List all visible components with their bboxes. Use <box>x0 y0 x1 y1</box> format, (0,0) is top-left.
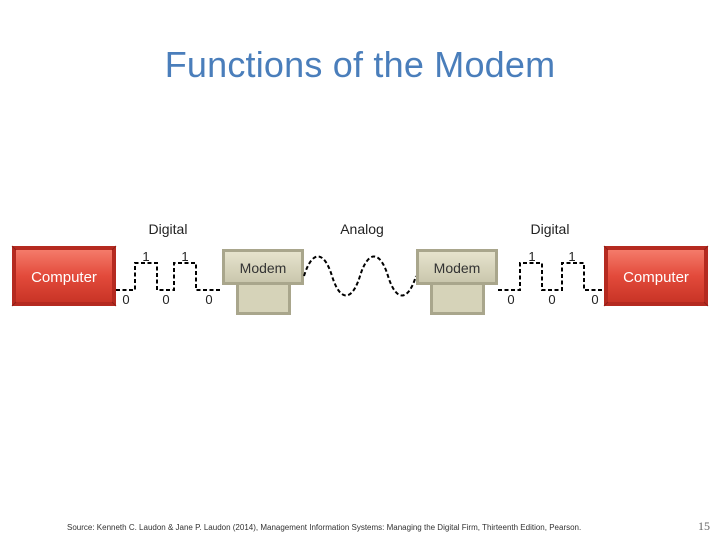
left-bit-high-2: 1 <box>181 249 189 264</box>
left-digital-wave <box>116 221 222 307</box>
slide-title: Functions of the Modem <box>164 44 556 85</box>
right-digital-wave <box>498 221 604 307</box>
left-modem-label: Modem <box>239 260 287 276</box>
right-digital-label: Digital <box>530 221 570 237</box>
left-bit-low-3: 0 <box>205 292 213 307</box>
right-bit-high-2: 1 <box>568 249 576 264</box>
left-bit-high-1: 1 <box>142 249 150 264</box>
right-bit-high-1: 1 <box>528 249 536 264</box>
left-bit-low-2: 0 <box>162 292 170 307</box>
page-number: 15 <box>698 519 710 533</box>
left-computer-label: Computer <box>31 269 97 286</box>
left-bit-low-1: 0 <box>122 292 130 307</box>
right-bit-low-3: 0 <box>591 292 599 307</box>
right-bit-low-1: 0 <box>507 292 515 307</box>
left-digital-label: Digital <box>148 221 188 237</box>
right-bit-low-2: 0 <box>548 292 556 307</box>
right-computer-label: Computer <box>623 269 689 286</box>
source-citation: Source: Kenneth C. Laudon & Jane P. Laudon (2014), Management Information Systems: Managing the Digital Firm, Thirteenth Edition, Pearson. <box>67 523 582 532</box>
left-modem <box>222 249 304 315</box>
right-modem <box>416 249 498 315</box>
left-computer <box>12 246 116 306</box>
right-modem-label: Modem <box>433 260 481 276</box>
analog-label: Analog <box>340 221 384 237</box>
modem-diagram <box>0 200 720 330</box>
right-computer <box>604 246 708 306</box>
analog-wave <box>304 221 416 296</box>
